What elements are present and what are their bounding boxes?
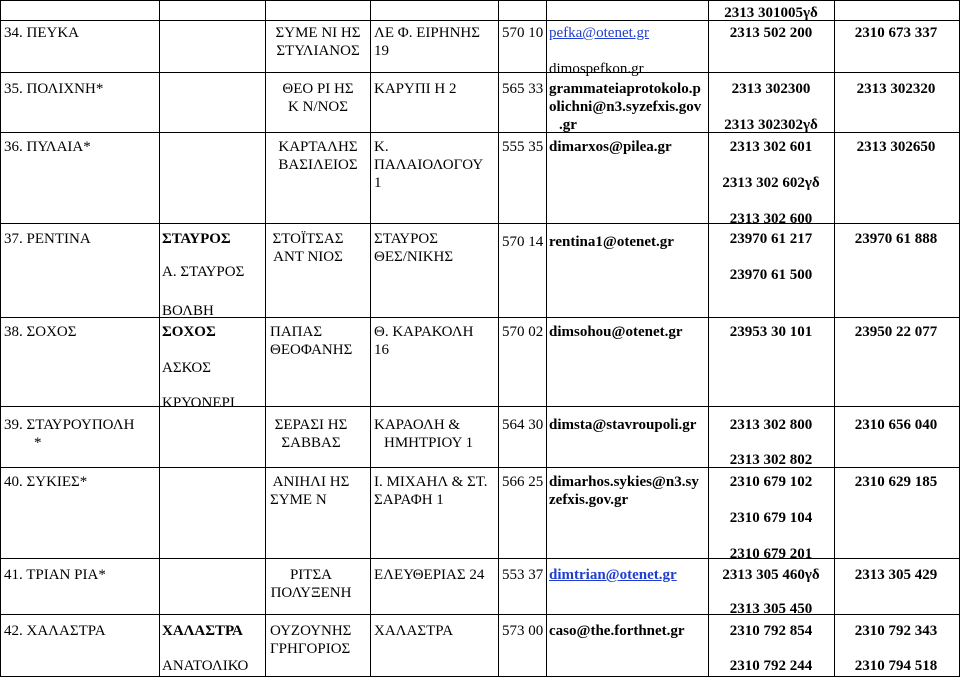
municipality-name: 42. ΧΑΛΑΣΤΡΑ: [4, 623, 106, 639]
mayor-name-line: ΣΥΜΕ ΝΙ ΗΣ: [275, 25, 361, 41]
email-line: olichni@n3.syzefxis.gov: [549, 99, 702, 115]
mayor-name-line: ΠΑΠΑΣ: [270, 324, 323, 340]
address-line: ΣΑΡΑΦΗ 1: [374, 492, 444, 508]
email-line: dimsohou@otenet.gr: [549, 324, 683, 340]
mayor-name-line: ΒΑΣΙΛΕΙΟΣ: [278, 157, 358, 173]
fax-line: 2310 673 337: [854, 25, 938, 41]
fax-line: 2313 305 429: [854, 567, 938, 583]
seat-name: ΑΝΑΤΟΛΙΚΟ: [162, 658, 249, 674]
phone-line: 2313 302302γδ: [724, 117, 818, 133]
email-line: rentina1@otenet.gr: [549, 234, 674, 250]
seat-name: ΧΑΛΑΣΤΡΑ: [162, 623, 243, 639]
mayor-name-line: ΘΕΟΦΑΝΗΣ: [270, 342, 353, 358]
email-line: zefxis.gov.gr: [549, 492, 629, 508]
phone-line: 2310 679 201: [729, 546, 813, 562]
postcode: 570 10: [502, 25, 544, 41]
email-line: dimospefkon.gr: [549, 61, 644, 77]
address-line: ΕΛΕΥΘΕΡΙΑΣ 24: [374, 567, 485, 583]
seat-name: Α. ΣΤΑΥΡΟΣ: [162, 264, 245, 280]
fax-line: 2310 629 185: [854, 474, 938, 490]
address-line: ΚΑΡΑΟΛΗ &: [374, 417, 461, 433]
address-line: ΧΑΛΑΣΤΡΑ: [374, 623, 454, 639]
postcode: 570 02: [502, 324, 544, 340]
municipality-name: 37. ΡΕΝΤΙΝΑ: [4, 231, 91, 247]
phone-line: 2313 302 602γδ: [722, 175, 820, 191]
mayor-name-line: ΑΝΙΗΛΙ ΗΣ: [272, 474, 350, 490]
phone-line: 2310 679 104: [729, 510, 813, 526]
fax-line: 2310 794 518: [854, 658, 938, 674]
municipality-name: 34. ΠΕΥΚΑ: [4, 25, 79, 41]
municipality-name: 36. ΠΥΛΑΙΑ*: [4, 139, 91, 155]
fax-line: 2310 656 040: [854, 417, 938, 433]
fax-line: 23970 61 888: [854, 231, 938, 247]
phone-line: 2313 302 600: [729, 211, 813, 227]
email-line: dimarxos@pilea.gr: [549, 139, 672, 155]
phone-line: 2313 305 460γδ: [722, 567, 820, 583]
municipality-name: 38. ΣΟΧΟΣ: [4, 324, 77, 340]
mayor-name-line: ΟΥΖΟΥΝΗΣ: [270, 623, 352, 639]
municipality-name: 40. ΣΥΚΙΕΣ*: [4, 474, 88, 490]
mayor-name-line: ΣΑΒΒΑΣ: [281, 435, 341, 451]
fax-line: 2313 302650: [856, 139, 936, 155]
phone-line: 2313 305 450: [729, 601, 813, 617]
fax-line: 2310 792 343: [854, 623, 938, 639]
postcode: 566 25: [502, 474, 544, 490]
address-line: ΛΕ Φ. ΕΙΡΗΝΗΣ: [374, 25, 480, 41]
mayor-name-line: ΡΙΤΣΑ: [289, 567, 333, 583]
address-line: ΚΑΡΥΠΙ Η 2: [374, 81, 457, 97]
phone-line: 2313 302 800: [729, 417, 813, 433]
address-line: ΘΕΣ/ΝΙΚΗΣ: [374, 249, 454, 265]
fax-line: 23950 22 077: [854, 324, 938, 340]
address-line: ΠΑΛΑΙΟΛΟΓΟΥ: [374, 157, 484, 173]
postcode: 555 35: [502, 139, 544, 155]
email-line: dimarhos.sykies@n3.sy: [549, 474, 699, 490]
email-line: .gr: [559, 117, 577, 133]
address-line: ΣΤΑΥΡΟΣ: [374, 231, 438, 247]
seat-name: ΚΡΥΟΝΕΡΙ: [162, 395, 235, 411]
email-line: grammateiaprotokolo.p: [549, 81, 701, 97]
phone-line: 2310 679 102: [729, 474, 813, 490]
postcode: 573 00: [502, 623, 544, 639]
municipality-name: 35. ΠΟΛΙΧΝΗ*: [4, 81, 104, 97]
phone-line: 2313 301005γδ: [724, 5, 818, 21]
mayor-name-line: ΠΟΛΥΞΕΝΗ: [270, 585, 352, 601]
phone-line: 2313 302 601: [729, 139, 813, 155]
seat-name: ΣΟΧΟΣ: [162, 324, 216, 340]
mayor-name-line: ΣΥΜΕ Ν: [270, 492, 327, 508]
mayor-name-line: ΑΝΤ ΝΙΟΣ: [273, 249, 343, 265]
municipality-name: 41. ΤΡΙΑΝ ΡΙΑ*: [4, 567, 106, 583]
mayor-name-line: ΣΤΟΪΤΣΑΣ: [272, 231, 344, 247]
seat-name: ΑΣΚΟΣ: [162, 360, 211, 376]
fax-line: 2313 302320: [856, 81, 936, 97]
phone-line: 23953 30 101: [729, 324, 813, 340]
mayor-name-line: ΘΕΟ ΡΙ ΗΣ: [282, 81, 354, 97]
mayor-name-line: ΓΡΗΓΟΡΙΟΣ: [270, 641, 351, 657]
phone-line: 2313 502 200: [729, 25, 813, 41]
mayor-name-line: Κ Ν/ΝΟΣ: [288, 99, 348, 115]
email-line: dimsta@stavroupoli.gr: [549, 417, 697, 433]
email-line: caso@the.forthnet.gr: [549, 623, 685, 639]
phone-line: 23970 61 217: [729, 231, 813, 247]
postcode: 570 14: [502, 234, 544, 250]
mayor-name-line: ΚΑΡΤΑΛΗΣ: [278, 139, 358, 155]
phone-line: 23970 61 500: [729, 267, 813, 283]
postcode: 564 30: [502, 417, 544, 433]
address-line: Κ.: [374, 139, 389, 155]
email-link[interactable]: dimtrian@otenet.gr: [549, 567, 677, 583]
mayor-name-line: ΣΕΡΑΣΙ ΗΣ: [274, 417, 348, 433]
seat-name: ΒΟΛΒΗ: [162, 303, 214, 319]
postcode: 565 33: [502, 81, 544, 97]
postcode: 553 37: [502, 567, 544, 583]
phone-line: 2310 792 854: [729, 623, 813, 639]
address-line: 1: [374, 175, 382, 191]
email-link[interactable]: pefka@otenet.gr: [549, 25, 650, 41]
seat-name: ΣΤΑΥΡΟΣ: [162, 231, 231, 247]
address-line: 19: [374, 43, 389, 59]
municipality-name: *: [34, 435, 42, 451]
address-line: Θ. ΚΑΡΑΚΟΛΗ: [374, 324, 474, 340]
address-line: 16: [374, 342, 389, 358]
address-line: ΗΜΗΤΡΙΟΥ 1: [384, 435, 474, 451]
phone-line: 2313 302300: [731, 81, 811, 97]
phone-line: 2310 792 244: [729, 658, 813, 674]
municipality-name: 39. ΣΤΑΥΡΟΥΠΟΛΗ: [4, 417, 135, 433]
phone-line: 2313 302 802: [729, 452, 813, 468]
address-line: Ι. ΜΙΧΑΗΛ & ΣΤ.: [374, 474, 488, 490]
mayor-name-line: ΣΤΥΛΙΑΝΟΣ: [276, 43, 360, 59]
